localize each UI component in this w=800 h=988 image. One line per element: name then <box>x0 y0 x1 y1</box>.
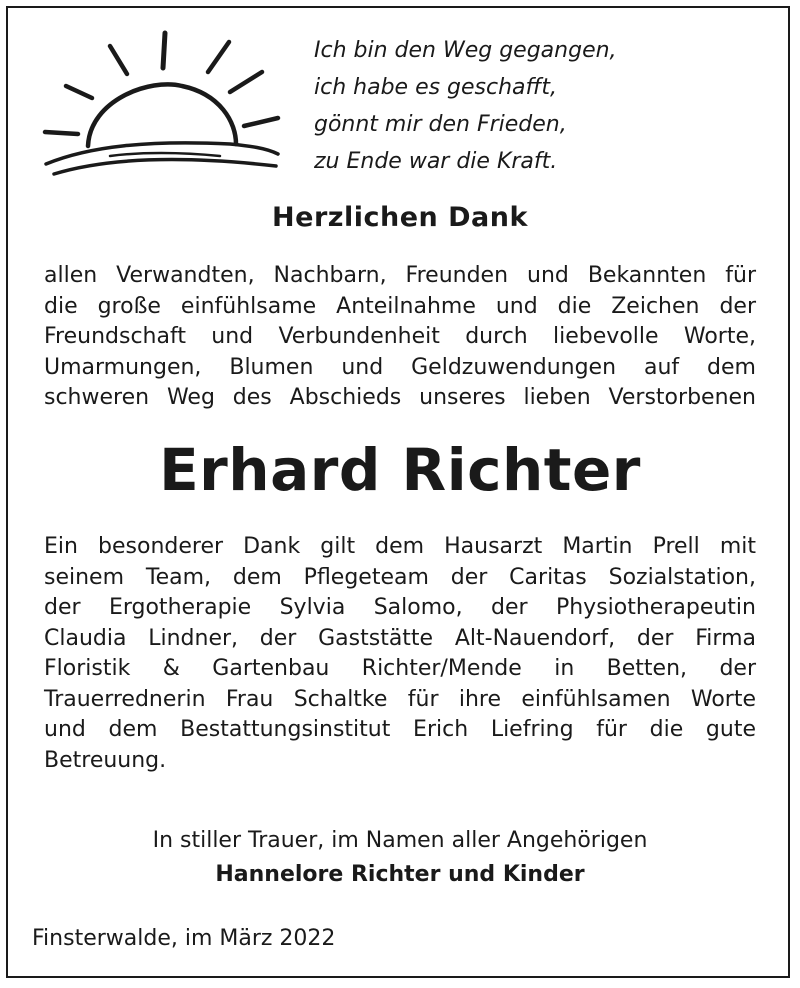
paragraph-line: Umarmungen, Blumen und Geldzuwendungen auf dem <box>44 354 756 380</box>
place-date: Finsterwalde, im März 2022 <box>32 926 336 951</box>
paragraph-line: Betreuung. <box>44 747 167 773</box>
deceased-name: Erhard Richter <box>159 436 641 504</box>
paragraph-line: Floristik & Gartenbau Richter/Mende in Betten, der <box>44 656 756 681</box>
paragraph-line: allen Verwandten, Nachbarn, Freunden und Bekannten für <box>44 263 756 288</box>
poem <box>314 32 734 180</box>
sunset-icon <box>30 28 282 178</box>
special-thanks-paragraph <box>44 532 756 776</box>
paragraph-line: Trauerrednerin Frau Schaltke für ihre einfühlsamen Worte <box>44 686 756 712</box>
paragraph-line: und dem Bestattungsinstitut Erich Liefring für die gute <box>44 717 756 742</box>
poem-line: gönnt mir den Frieden, <box>314 112 567 137</box>
signature-intro: In stiller Trauer, im Namen aller Angehörigen <box>152 828 648 853</box>
thanks-heading: Herzlichen Dank <box>272 202 528 233</box>
paragraph-line: die große einfühlsame Anteilnahme und die Zeichen der <box>44 293 756 319</box>
thanks-paragraph <box>44 261 756 414</box>
paragraph-line: Claudia Lindner, der Gaststätte Alt-Nauendorf, der Firma <box>44 625 756 651</box>
poem-line: zu Ende war die Kraft. <box>314 149 558 174</box>
paragraph-line: schweren Weg des Abschieds unseres lieben Verstorbenen <box>44 385 756 410</box>
poem-line: Ich bin den Weg gegangen, <box>314 38 617 63</box>
signature-names: Hannelore Richter und Kinder <box>215 862 585 887</box>
paragraph-line: Freundschaft und Verbundenheit durch liebevolle Worte, <box>44 324 756 349</box>
paragraph-line: Ein besonderer Dank gilt dem Hausarzt Martin Prell mit <box>44 534 756 559</box>
paragraph-line: seinem Team, dem Pflegeteam der Caritas Sozialstation, <box>44 564 756 590</box>
paragraph-line: der Ergotherapie Sylvia Salomo, der Physiotherapeutin <box>44 595 756 620</box>
poem-line: ich habe es geschafft, <box>314 75 558 100</box>
